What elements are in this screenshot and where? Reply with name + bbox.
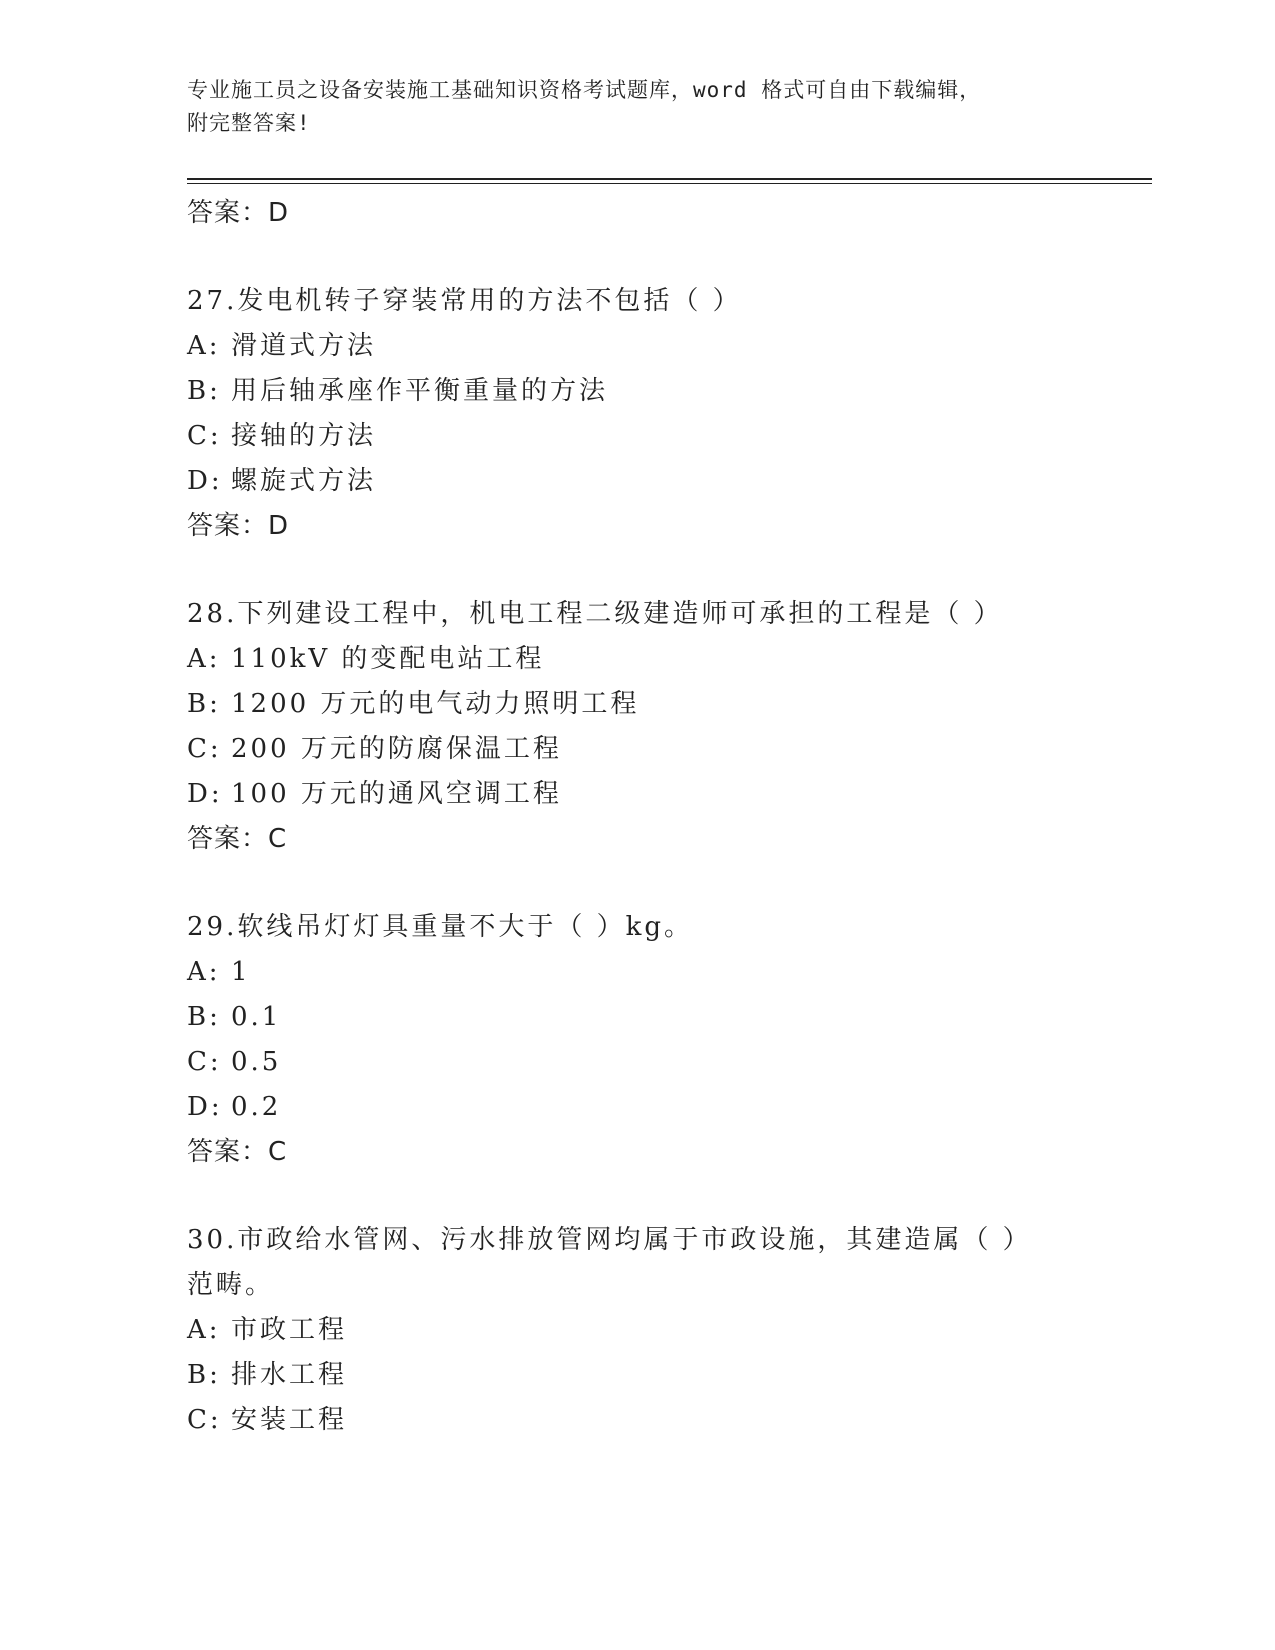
option-text: 1200 万元的电气动力照明工程 xyxy=(231,689,640,719)
question-30 xyxy=(187,1218,1087,1443)
option-c xyxy=(187,414,1087,459)
option-text: 100 万元的通风空调工程 xyxy=(231,779,562,809)
option-letter: C: xyxy=(187,421,222,451)
header-divider-thin xyxy=(187,183,1152,184)
option-text: 滑道式方法 xyxy=(231,331,377,361)
option-letter: D: xyxy=(187,779,223,809)
option-a xyxy=(187,637,1087,682)
answer-line: 答案：C xyxy=(187,1137,288,1167)
question-stem: 29.软线吊灯灯具重量不大于（ ）kg。 xyxy=(187,912,694,942)
option-letter: B: xyxy=(187,1360,221,1390)
option-c xyxy=(187,727,1087,772)
option-d xyxy=(187,459,1087,504)
question-list xyxy=(187,191,1087,1443)
option-letter: D: xyxy=(187,466,223,496)
option-text: 接轴的方法 xyxy=(231,421,377,451)
option-text: 0.2 xyxy=(231,1092,282,1122)
option-text: 1 xyxy=(231,957,251,987)
option-c xyxy=(187,1398,1087,1443)
option-text: 0.5 xyxy=(231,1047,282,1077)
option-text: 市政工程 xyxy=(231,1315,348,1345)
option-text: 安装工程 xyxy=(231,1405,348,1435)
option-c xyxy=(187,1040,1087,1085)
question-29 xyxy=(187,905,1087,1175)
question-stem: 30.市政给水管网、污水排放管网均属于市政设施，其建造属（ ）范畴。 xyxy=(187,1225,1032,1300)
answer-line: 答案：D xyxy=(187,198,290,228)
option-letter: C: xyxy=(187,1405,222,1435)
option-b xyxy=(187,995,1087,1040)
question-stem: 27.发电机转子穿装常用的方法不包括（ ） xyxy=(187,286,742,316)
option-a xyxy=(187,324,1087,369)
answer-line: 答案：C xyxy=(187,824,288,854)
option-letter: A: xyxy=(187,644,221,674)
option-b xyxy=(187,682,1087,727)
option-letter: A: xyxy=(187,1315,221,1345)
option-letter: B: xyxy=(187,1002,221,1032)
header-divider-thick xyxy=(187,178,1152,180)
option-b xyxy=(187,369,1087,414)
option-letter: D: xyxy=(187,1092,223,1122)
header-line-1: 专业施工员之设备安装施工基础知识资格考试题库，word 格式可自由下载编辑， xyxy=(187,78,982,102)
option-text: 螺旋式方法 xyxy=(231,466,377,496)
option-letter: C: xyxy=(187,1047,222,1077)
option-text: 排水工程 xyxy=(231,1360,348,1390)
answer-line: 答案：D xyxy=(187,511,290,541)
question-stem: 28.下列建设工程中，机电工程二级建造师可承担的工程是（ ） xyxy=(187,599,1003,629)
option-letter: C: xyxy=(187,734,222,764)
option-text: 110kV 的变配电站工程 xyxy=(231,644,545,674)
option-d xyxy=(187,1085,1087,1130)
option-text: 0.1 xyxy=(231,1002,282,1032)
option-letter: B: xyxy=(187,376,221,406)
option-a xyxy=(187,950,1087,995)
document-header xyxy=(187,74,1067,140)
option-d xyxy=(187,772,1087,817)
question-27 xyxy=(187,279,1087,549)
option-letter: A: xyxy=(187,957,221,987)
option-text: 200 万元的防腐保温工程 xyxy=(231,734,562,764)
option-letter: A: xyxy=(187,331,221,361)
option-a xyxy=(187,1308,1087,1353)
question-28 xyxy=(187,592,1087,862)
option-text: 用后轴承座作平衡重量的方法 xyxy=(231,376,609,406)
header-line-2: 附完整答案! xyxy=(187,111,311,135)
option-b xyxy=(187,1353,1087,1398)
option-letter: B: xyxy=(187,689,221,719)
